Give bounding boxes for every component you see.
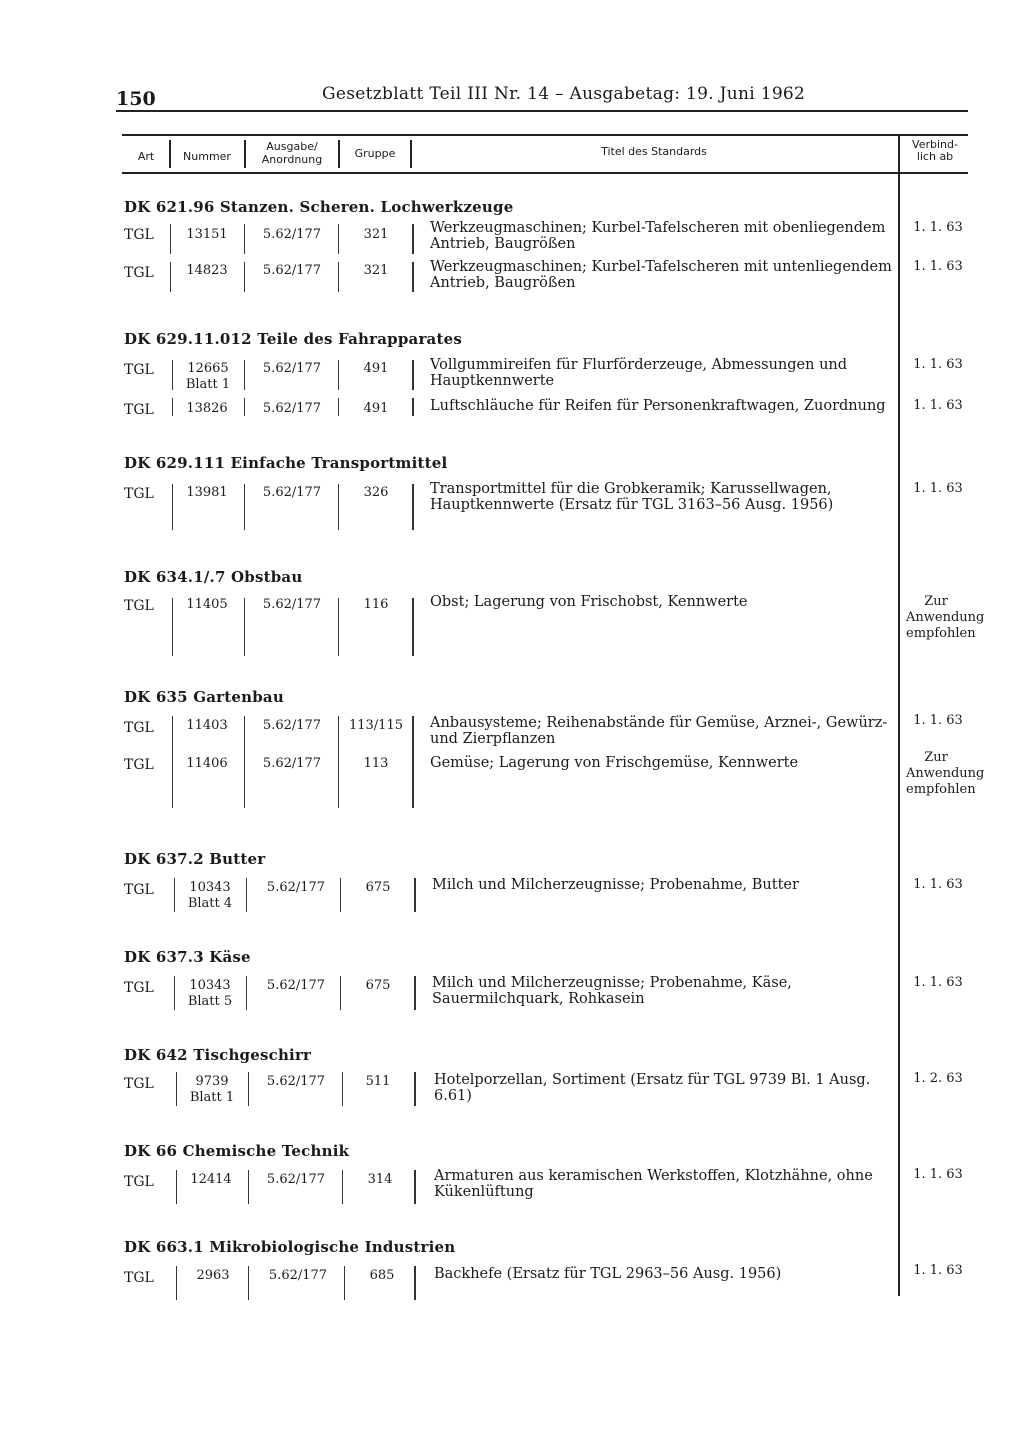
cell-gruppe: 113 bbox=[363, 756, 389, 771]
table-header-bottom-rule bbox=[122, 172, 968, 174]
cell-verbindlich: 1. 1. 63 bbox=[913, 1167, 963, 1182]
row-divider bbox=[412, 224, 414, 254]
row-divider bbox=[170, 262, 171, 292]
cell-art: TGL bbox=[124, 882, 154, 898]
cell-nummer: 10343 Blatt 4 bbox=[187, 880, 233, 911]
cell-verbindlich: 1. 1. 63 bbox=[913, 481, 963, 496]
col-header-verbindlich-1: Verbind- bbox=[912, 138, 958, 151]
row-divider bbox=[248, 1266, 249, 1300]
row-divider bbox=[338, 224, 339, 254]
row-divider bbox=[414, 878, 416, 912]
cell-ausgabe: 5.62/177 bbox=[262, 485, 322, 500]
row-divider bbox=[340, 976, 341, 1010]
row-divider bbox=[412, 262, 414, 292]
cell-verbindlich: 1. 1. 63 bbox=[913, 220, 963, 235]
cell-gruppe: 491 bbox=[363, 361, 389, 376]
cell-art: TGL bbox=[124, 1174, 154, 1190]
row-divider bbox=[244, 398, 245, 416]
cell-art: TGL bbox=[124, 757, 154, 773]
row-divider bbox=[414, 976, 416, 1010]
row-divider bbox=[338, 262, 339, 292]
row-divider bbox=[412, 716, 414, 808]
cell-verbindlich: Zur Anwendung empfohlen bbox=[906, 750, 985, 797]
cell-titel: Milch und Milcherzeugnisse; Probenahme, Käse, Sauermilchquark, Rohkasein bbox=[432, 975, 792, 1007]
cell-gruppe: 116 bbox=[363, 597, 389, 612]
cell-gruppe: 675 bbox=[365, 880, 391, 895]
cell-ausgabe: 5.62/177 bbox=[262, 263, 322, 278]
row-divider bbox=[414, 1266, 416, 1300]
section-title: DK 621.96 Stanzen. Scheren. Lochwerkzeuge bbox=[124, 198, 514, 216]
cell-art: TGL bbox=[124, 402, 154, 418]
page-number: 150 bbox=[116, 88, 156, 110]
cell-gruppe: 314 bbox=[367, 1172, 393, 1187]
cell-nummer: 11405 bbox=[186, 597, 228, 612]
cell-gruppe: 491 bbox=[363, 401, 389, 416]
col-header-verbindlich-2: lich ab bbox=[916, 150, 954, 163]
section-title: DK 634.1/.7 Obstbau bbox=[124, 568, 303, 586]
cell-nummer: 12414 bbox=[190, 1172, 232, 1187]
cell-titel: Gemüse; Lagerung von Frischgemüse, Kennwerte bbox=[430, 755, 799, 771]
row-divider bbox=[412, 598, 414, 656]
cell-verbindlich: 1. 1. 63 bbox=[913, 877, 963, 892]
cell-art: TGL bbox=[124, 227, 154, 243]
row-divider bbox=[342, 1170, 343, 1204]
row-divider bbox=[412, 484, 414, 530]
row-divider bbox=[244, 224, 245, 254]
cell-titel: Luftschläuche für Reifen für Personenkraftwagen, Zuordnung bbox=[430, 398, 886, 414]
cell-verbindlich: 1. 1. 63 bbox=[913, 398, 963, 413]
cell-art: TGL bbox=[124, 362, 154, 378]
cell-nummer: 14823 bbox=[186, 263, 228, 278]
row-divider bbox=[246, 878, 247, 912]
cell-titel: Werkzeugmaschinen; Kurbel-Tafelscheren mit obenliegendem Antrieb, Baugrößen bbox=[430, 220, 886, 252]
row-divider bbox=[244, 598, 245, 656]
cell-ausgabe: 5.62/177 bbox=[266, 978, 326, 993]
cell-titel: Armaturen aus keramischen Werkstoffen, Klotzhähne, ohne Kükenlüftung bbox=[434, 1168, 873, 1200]
row-divider bbox=[176, 1266, 177, 1300]
running-title: Gesetzblatt Teil III Nr. 14 – Ausgabetag: 19. Juni 1962 bbox=[322, 84, 806, 104]
cell-nummer: 11406 bbox=[186, 756, 228, 771]
cell-gruppe: 326 bbox=[363, 485, 389, 500]
cell-titel: Anbausysteme; Reihenabstände für Gemüse, Arznei-, Gewürz- und Zierpflanzen bbox=[430, 715, 888, 747]
cell-art: TGL bbox=[124, 720, 154, 736]
cell-ausgabe: 5.62/177 bbox=[262, 401, 322, 416]
cell-art: TGL bbox=[124, 486, 154, 502]
section-title: DK 629.111 Einfache Transportmittel bbox=[124, 454, 448, 472]
cell-titel: Hotelporzellan, Sortiment (Ersatz für TGL 9739 Bl. 1 Ausg. 6.61) bbox=[434, 1072, 871, 1104]
cell-ausgabe: 5.62/177 bbox=[262, 227, 322, 242]
row-divider bbox=[244, 716, 245, 808]
cell-gruppe: 113/115 bbox=[348, 718, 403, 733]
cell-art: TGL bbox=[124, 265, 154, 281]
cell-verbindlich: 1. 2. 63 bbox=[913, 1071, 963, 1086]
cell-nummer: 10343 Blatt 5 bbox=[187, 978, 233, 1009]
row-divider bbox=[414, 1170, 416, 1204]
row-divider bbox=[414, 1072, 416, 1106]
header-divider bbox=[410, 140, 412, 168]
cell-nummer: 13151 bbox=[186, 227, 228, 242]
row-divider bbox=[338, 398, 339, 416]
cell-ausgabe: 5.62/177 bbox=[262, 361, 322, 376]
cell-verbindlich: 1. 1. 63 bbox=[913, 259, 963, 274]
row-divider bbox=[344, 1266, 345, 1300]
cell-titel: Obst; Lagerung von Frischobst, Kennwerte bbox=[430, 594, 748, 610]
section-title: DK 637.2 Butter bbox=[124, 850, 266, 868]
row-divider bbox=[248, 1072, 249, 1106]
row-divider bbox=[338, 598, 339, 656]
col-header-gruppe: Gruppe bbox=[354, 147, 396, 160]
row-divider bbox=[244, 262, 245, 292]
row-divider bbox=[174, 976, 175, 1010]
cell-gruppe: 675 bbox=[365, 978, 391, 993]
header-divider bbox=[169, 140, 171, 168]
cell-gruppe: 511 bbox=[365, 1074, 391, 1089]
cell-gruppe: 321 bbox=[363, 227, 389, 242]
row-divider bbox=[412, 360, 414, 390]
cell-ausgabe: 5.62/177 bbox=[266, 1172, 326, 1187]
section-title: DK 635 Gartenbau bbox=[124, 688, 284, 706]
cell-art: TGL bbox=[124, 980, 154, 996]
col-header-art: Art bbox=[137, 150, 155, 163]
row-divider bbox=[338, 484, 339, 530]
cell-ausgabe: 5.62/177 bbox=[268, 1268, 328, 1283]
col-header-nummer: Nummer bbox=[183, 150, 231, 163]
row-divider bbox=[248, 1170, 249, 1204]
cell-art: TGL bbox=[124, 598, 154, 614]
cell-titel: Backhefe (Ersatz für TGL 2963–56 Ausg. 1956) bbox=[434, 1266, 782, 1282]
cell-nummer: 13826 bbox=[186, 401, 228, 416]
cell-titel: Milch und Milcherzeugnisse; Probenahme, Butter bbox=[432, 877, 799, 893]
row-divider bbox=[338, 716, 339, 808]
cell-ausgabe: 5.62/177 bbox=[262, 756, 322, 771]
cell-verbindlich: 1. 1. 63 bbox=[913, 357, 963, 372]
row-divider bbox=[244, 484, 245, 530]
cell-gruppe: 321 bbox=[363, 263, 389, 278]
row-divider bbox=[174, 878, 175, 912]
cell-titel: Transportmittel für die Grobkeramik; Karussellwagen, Hauptkennwerte (Ersatz für TGL 3163–56 Ausg. 1956) bbox=[430, 481, 834, 513]
table-header-top-rule bbox=[122, 134, 968, 136]
section-title: DK 637.3 Käse bbox=[124, 948, 251, 966]
row-divider bbox=[338, 360, 339, 390]
row-divider bbox=[246, 976, 247, 1010]
cell-gruppe: 685 bbox=[369, 1268, 395, 1283]
cell-verbindlich: 1. 1. 63 bbox=[913, 975, 963, 990]
cell-ausgabe: 5.62/177 bbox=[266, 880, 326, 895]
section-title: DK 66 Chemische Technik bbox=[124, 1142, 350, 1160]
cell-titel: Vollgummireifen für Flurförderzeuge, Abmessungen und Hauptkennwerte bbox=[430, 357, 848, 389]
header-rule bbox=[116, 110, 968, 112]
col-header-ausgabe-2: Anordnung bbox=[261, 153, 323, 166]
section-title: DK 663.1 Mikrobiologische Industrien bbox=[124, 1238, 456, 1256]
row-divider bbox=[172, 360, 173, 390]
row-divider bbox=[176, 1072, 177, 1106]
row-divider bbox=[412, 398, 414, 416]
cell-nummer: 2963 bbox=[196, 1268, 230, 1283]
cell-ausgabe: 5.62/177 bbox=[262, 597, 322, 612]
cell-nummer: 13981 bbox=[186, 485, 228, 500]
row-divider bbox=[340, 878, 341, 912]
cell-nummer: 9739 Blatt 1 bbox=[189, 1074, 235, 1105]
row-divider bbox=[244, 360, 245, 390]
cell-ausgabe: 5.62/177 bbox=[262, 718, 322, 733]
row-divider bbox=[170, 224, 171, 254]
cell-nummer: 12665 Blatt 1 bbox=[185, 361, 231, 392]
cell-art: TGL bbox=[124, 1076, 154, 1092]
cell-ausgabe: 5.62/177 bbox=[266, 1074, 326, 1089]
col-header-titel: Titel des Standards bbox=[601, 145, 707, 158]
cell-verbindlich: Zur Anwendung empfohlen bbox=[906, 594, 985, 641]
cell-art: TGL bbox=[124, 1270, 154, 1286]
cell-titel: Werkzeugmaschinen; Kurbel-Tafelscheren mit untenliegendem Antrieb, Baugrößen bbox=[430, 259, 892, 291]
header-divider bbox=[244, 140, 246, 168]
cell-verbindlich: 1. 1. 63 bbox=[913, 713, 963, 728]
section-title: DK 629.11.012 Teile des Fahrapparates bbox=[124, 330, 462, 348]
cell-verbindlich: 1. 1. 63 bbox=[913, 1263, 963, 1278]
col-header-ausgabe-1: Ausgabe/ bbox=[266, 140, 318, 153]
section-title: DK 642 Tischgeschirr bbox=[124, 1046, 312, 1064]
cell-nummer: 11403 bbox=[186, 718, 228, 733]
